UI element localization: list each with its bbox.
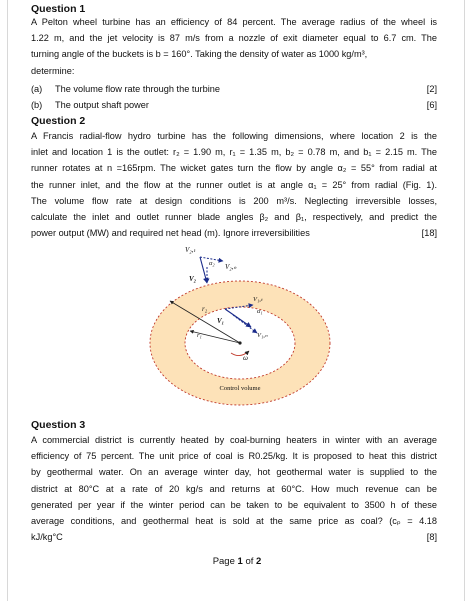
page-mid: of: [242, 556, 257, 567]
part-text: The volume flow rate through the turbine: [55, 84, 220, 94]
page-prefix: Page: [212, 556, 238, 567]
omega-label: ω: [243, 354, 248, 362]
q2-line: The volume flow rate at design conditions is 200 m³/s. Neglecting irreversible losses,: [31, 195, 437, 206]
v1-vector: [225, 309, 251, 327]
v1t-label: V₁,ₜ: [253, 296, 263, 303]
q2-line-last: [31, 225, 437, 241]
q3-line-last: [31, 529, 437, 545]
alpha2-label: α₂: [209, 260, 215, 267]
q3-line: district at 80°C at a rate of 20 kg/s and returns at 60°C. How much revenue can be: [31, 483, 437, 494]
page-number: [0, 556, 474, 567]
question-2-body: [31, 128, 437, 241]
question-3-body: [31, 432, 437, 545]
q3-line: generated per year if the winter period can be taken to be equivalent to 3500 h of these: [31, 499, 437, 510]
r1-label: r₁: [197, 332, 202, 339]
question-1-title: Question 1: [31, 3, 86, 15]
question-2-title: Question 2: [31, 115, 86, 127]
part-text: The output shaft power: [55, 100, 149, 110]
page-total: 2: [256, 556, 262, 567]
q1-line: 1.22 m, and the jet velocity is 87 m/s from a nozzle of exit diameter equal to 6.7 cm. The: [31, 33, 437, 44]
r2-label: r₂: [202, 305, 208, 313]
v2n-label: V₂,ₙ: [225, 263, 237, 271]
q1-line: determine:: [31, 65, 75, 76]
q2-line: A Francis radial-flow hydro turbine has the following dimensions, where location 2 is the: [31, 131, 437, 141]
q1-line: A Pelton wheel turbine has an efficiency of 84 percent. The average radius of the wheel is: [31, 17, 437, 27]
q2-line: runner rotates at n =165rpm. The wicket gates turn the flow by angle α₂ = 55° from radial at: [31, 163, 437, 174]
v2t-label: V₂,ₜ: [185, 246, 196, 254]
v1-label: V₁: [217, 317, 225, 325]
v2-label: V₂: [189, 275, 197, 283]
v1n-vector: [233, 315, 257, 333]
question-3-title: Question 3: [31, 419, 86, 431]
center-point: [238, 341, 241, 344]
q1-line: turning angle of the buckets is b = 160°. Taking the density of water as 1000 kg/m³,: [31, 49, 368, 60]
page-current: 1: [237, 556, 243, 567]
v1n-label: V₁,ₙ: [257, 332, 268, 339]
q2-line: power output (MW) and required net head (m). Ignore irreversibilities: [31, 228, 310, 239]
francis-turbine-figure: [145, 243, 335, 413]
part-marks: [6]: [426, 100, 437, 110]
part-marks: [2]: [426, 84, 437, 94]
part-label: (b): [31, 100, 43, 110]
q2-line: the runner inlet, and the flow at the runner outlet is at angle α₁ = 25° from radial (Fig. 1).: [31, 179, 437, 190]
q3-line: A commercial district is currently heated by coal-burning heaters in winter with an average: [31, 435, 437, 445]
part-label: (a): [31, 84, 43, 94]
question-1-body: [31, 14, 437, 79]
q3-line: by geothermal water. On an average winter day, hot geothermal water is supplied to the: [31, 467, 437, 478]
q2-line: inlet and location 1 is the outlet: r₂ = 1.90 m, r₁ = 1.35 m, b₂ = 0.78 m, and b₁ = 2.15 m. The: [31, 147, 437, 158]
q2-line: calculate the inlet and outlet runner blade angles β₂ and β₁, respectively, and predict the: [31, 212, 437, 223]
q2-marks: [18]: [421, 228, 437, 239]
q3-line: kJ/kg°C: [31, 532, 63, 543]
alpha1-label: α₁: [257, 308, 263, 315]
control-volume-label: Control volume: [219, 385, 261, 392]
q3-marks: [8]: [426, 532, 437, 543]
v2-vector: [200, 257, 207, 283]
q3-line: efficiency of 75 percent. The unit price of coal is R0.25/kg. It is proposed to heat this district: [31, 451, 437, 462]
q3-line: average conditions, and geothermal heat is sold at the same price as coal? (cₚ = 4.18: [31, 516, 437, 527]
